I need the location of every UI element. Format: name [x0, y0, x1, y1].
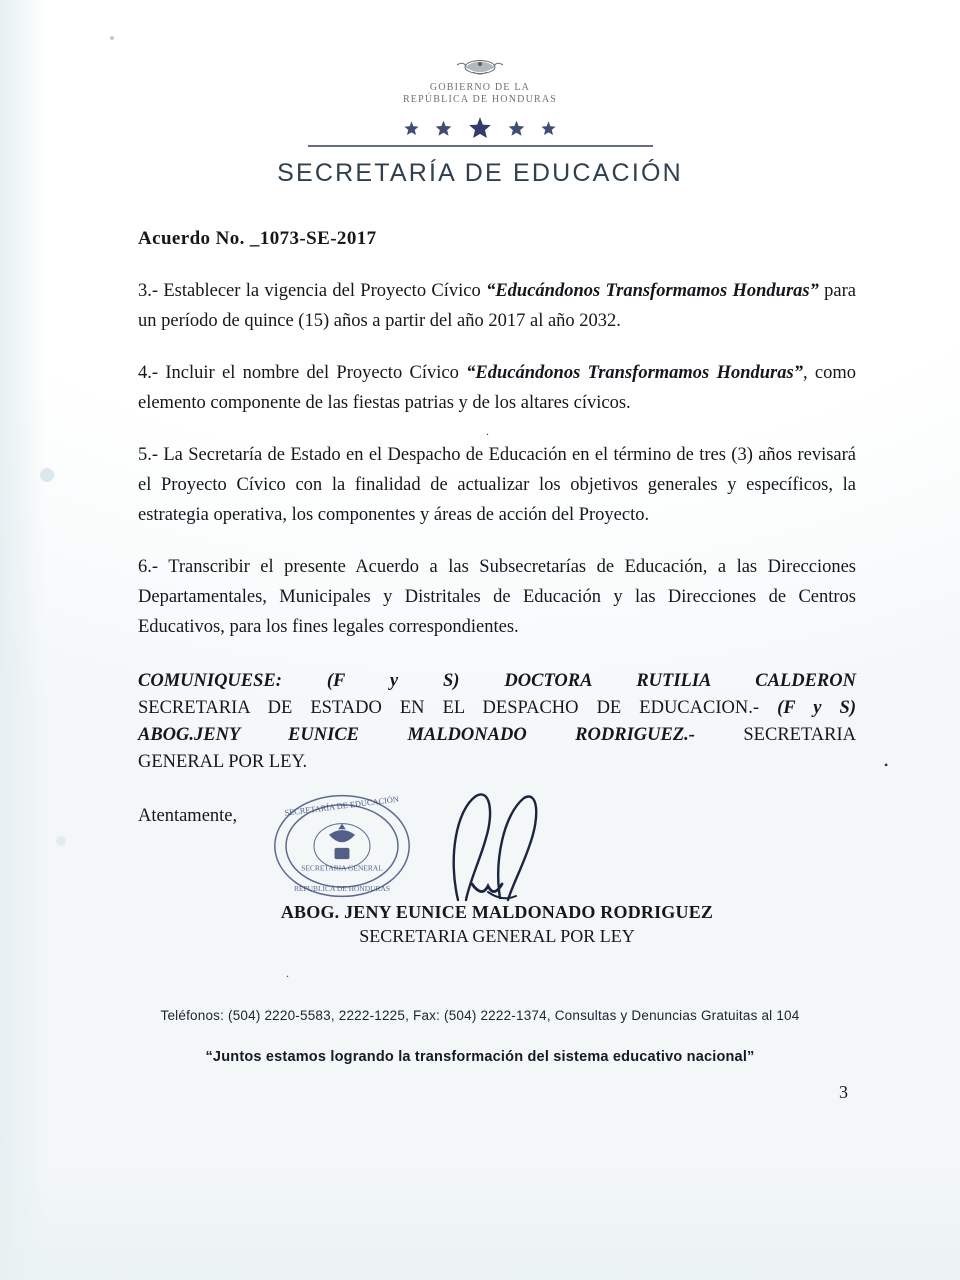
- closing-line-3: [138, 722, 856, 749]
- paragraph-3-text-after: para un período de quince (15) años a partir del año 2017 al año 2032.: [138, 281, 857, 331]
- paragraph-4-emphasis: “Educándonos Transformamos Honduras”: [466, 363, 803, 383]
- paragraph-item-5: [138, 440, 856, 530]
- closing-line-2-text: SECRETARIA DE ESTADO EN EL DESPACHO DE EDUCACION.-: [138, 698, 778, 718]
- star-icon: [507, 119, 526, 138]
- signer-name: ABOG. JENY EUNICE MALDONADO RODRIGUEZ: [280, 902, 714, 922]
- paragraph-3-text-before: 3.- Establecer la vigencia del Proyecto Cívico: [138, 281, 487, 301]
- salutation: Atentamente,: [138, 806, 238, 826]
- star-icon: [434, 119, 453, 138]
- closing-line-3-emphasis: ABOG.JENY EUNICE MALDONADO RODRIGUEZ.-: [138, 725, 744, 745]
- paragraph-4-text-after: , como elemento componente de las fiestas patrias y de los altares cívicos.: [138, 363, 857, 413]
- paragraph-item-4: [138, 358, 856, 418]
- stray-mark: .: [486, 424, 489, 438]
- paragraph-item-6: [138, 552, 856, 642]
- signature-area: [138, 790, 856, 960]
- official-seal-stamp: [266, 790, 418, 902]
- document-footer: [0, 1008, 960, 1065]
- government-line-1: GOBIERNO DE LA: [429, 82, 531, 93]
- paragraph-4-text-before: 4.- Incluir el nombre del Proyecto Cívico: [138, 363, 467, 383]
- svg-text:SECRETARÍA DE EDUCACIÓN: SECRETARÍA DE EDUCACIÓN: [283, 794, 400, 818]
- agreement-number: Acuerdo No. _1073-SE-2017: [138, 228, 377, 249]
- document-body: [138, 228, 856, 827]
- signer-role: SECRETARIA GENERAL POR LEY: [359, 926, 635, 946]
- svg-text:REPUBLICA DE HONDURAS: REPUBLICA DE HONDURAS: [293, 883, 391, 893]
- footer-slogan: “Juntos estamos logrando la transformación del sistema educativo nacional”: [205, 1049, 755, 1065]
- closing-line-3-text: SECRETARIA: [743, 725, 856, 745]
- stray-mark: .: [286, 966, 289, 980]
- star-icon: [467, 115, 493, 141]
- paragraph-5-text: 5.- La Secretaría de Estado en el Despacho de Educación en el término de tres (3) años revisará el Proyecto Cívico con la finalidad de actualizar los objetivos generales y específicos, la estrategia operativa, los componentes y áreas de acción del Proyecto.: [138, 445, 856, 525]
- paragraph-item-3: [138, 276, 856, 336]
- star-icon: [403, 120, 420, 137]
- closing-line-2: [138, 695, 856, 722]
- institution-title: SECRETARÍA DE EDUCACIÓN: [277, 159, 683, 187]
- page-number: 3: [839, 1082, 848, 1102]
- closing-line-1: COMUNIQUESE: (F y S) DOCTORA RUTILIA CALDERON: [138, 671, 856, 691]
- handwritten-signature: [438, 788, 568, 908]
- paragraph-6-text: 6.- Transcribir el presente Acuerdo a las Subsecretarías de Educación, a las Direcciones Departamentales, Municipales y Distritales de Educación y las Direcciones de Centros Educativos, para los fines legales correspondientes.: [138, 557, 856, 637]
- paragraph-3-emphasis: “Educándonos Transformamos Honduras”: [486, 281, 819, 301]
- footer-phones: Teléfonos: (504) 2220-5583, 2222-1225, Fax: (504) 2222-1374, Consultas y Denuncias Gratuitas al 104: [160, 1008, 800, 1023]
- government-line-2: REPÚBLICA DE HONDURAS: [402, 94, 558, 105]
- document-header: [0, 52, 960, 188]
- svg-text:SECRETARIA GENERAL: SECRETARIA GENERAL: [301, 863, 383, 873]
- star-icon: [540, 120, 557, 137]
- stray-mark: •: [884, 758, 889, 772]
- coat-of-arms-icon: [447, 52, 513, 82]
- closing-block: [138, 668, 856, 776]
- stars-row: [0, 115, 960, 141]
- closing-line-2-emphasis: (F y S): [777, 698, 856, 718]
- closing-line-4: GENERAL POR LEY.: [138, 752, 308, 772]
- header-divider: [308, 145, 653, 147]
